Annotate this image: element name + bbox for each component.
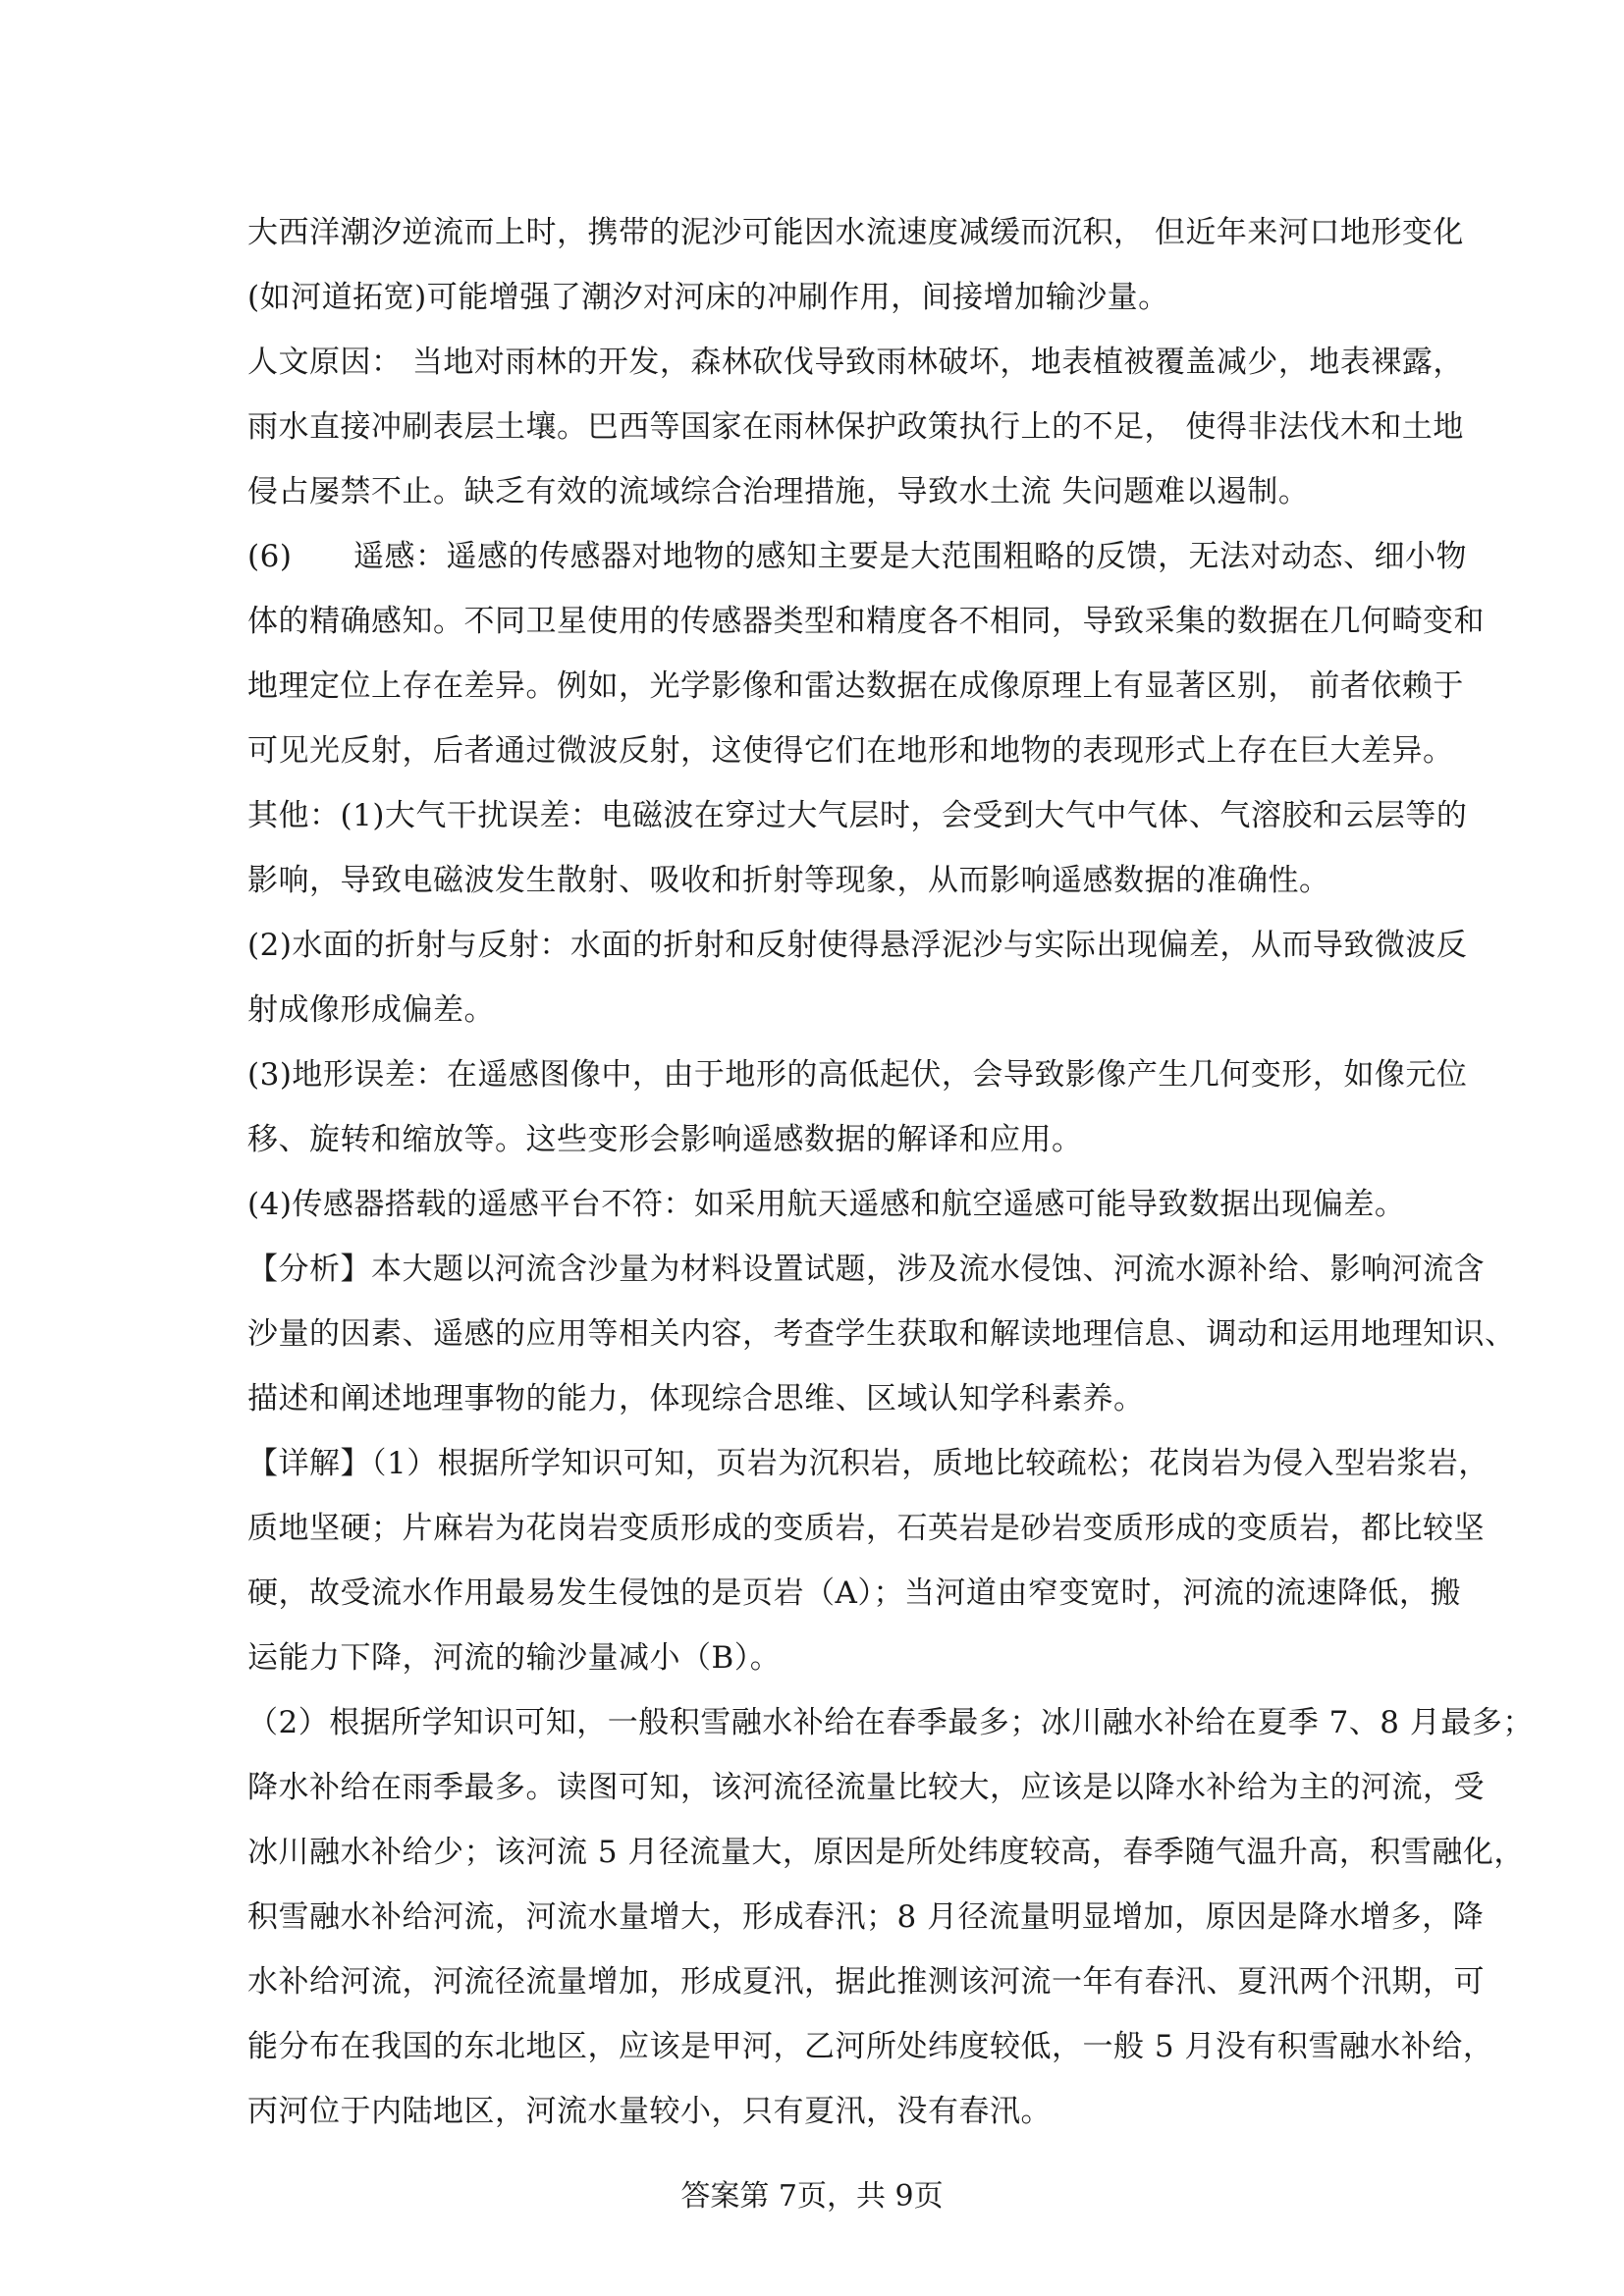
detail-line: 运能力下降，河流的输沙量减小（B）。 [247, 1640, 782, 1676]
text-line: 人文原因： 当地对雨林的开发，森林砍伐导致雨林破坏，地表植被覆盖减少，地表裸露， [247, 345, 1464, 380]
text-line: (4)传感器搭载的遥感平台不符：如采用航天遥感和航空遥感可能导致数据出现偏差。 [247, 1187, 1406, 1222]
detail-line: 丙河位于内陆地区，河流水量较小，只有夏汛，没有春汛。 [247, 2094, 1052, 2129]
text-line: 射成像形成偏差。 [247, 992, 495, 1028]
text-line: 其他：(1)大气干扰误差：电磁波在穿过大气层时，会受到大气中气体、气溶胶和云层等的 [247, 798, 1468, 833]
detail-line: 冰川融水补给少；该河流 5 月径流量大，原因是所处纬度较高，春季随气温升高，积雪融化， [247, 1835, 1525, 1870]
text-line: 侵占屡禁不止。缺乏有效的流域综合治理措施，导致水土流 失问题难以遏制。 [247, 474, 1310, 509]
page-body [247, 200, 1534, 2144]
detail-line: （2）根据所学知识可知，一般积雪融水补给在春季最多；冰川融水补给在夏季 7、8 月最多； [247, 1705, 1534, 1740]
text-line: (3)地形误差：在遥感图像中，由于地形的高低起伏，会导致影像产生几何变形，如像元位 [247, 1057, 1468, 1093]
text-line: 体的精确感知。不同卫星使用的传感器类型和精度各不相同，导致采集的数据在几何畸变和 [247, 604, 1485, 639]
analysis-line: 【分析】本大题以河流含沙量为材料设置试题，涉及流水侵蚀、河流水源补给、影响河流含 [247, 1252, 1485, 1287]
detail-line: 硬，故受流水作用最易发生侵蚀的是页岩（A）；当河道由窄变宽时，河流的流速降低，搬 [247, 1575, 1461, 1611]
text-line: 大西洋潮汐逆流而上时，携带的泥沙可能因水流速度减缓而沉积， 但近年来河口地形变化 [247, 215, 1464, 250]
text-line: 移、旋转和缩放等。这些变形会影响遥感数据的解译和应用。 [247, 1122, 1083, 1157]
detail-line: 【详解】（1）根据所学知识可知，页岩为沉积岩，质地比较疏松；花岗岩为侵入型岩浆岩， [247, 1446, 1489, 1481]
text-line: 雨水直接冲刷表层土壤。巴西等国家在雨林保护政策执行上的不足， 使得非法伐木和土地 [247, 409, 1464, 445]
text-line: (2)水面的折射与反射：水面的折射和反射使得悬浮泥沙与实际出现偏差，从而导致微波反 [247, 928, 1468, 963]
page-footer: 答案第 7页，共 9页 [680, 2179, 944, 2214]
detail-line: 积雪融水补给河流，河流水量增大，形成春汛；8 月径流量明显增加，原因是降水增多，降 [247, 1899, 1485, 1935]
item-6-first-line [247, 524, 1467, 589]
item-number: (6) [247, 539, 293, 574]
analysis-line: 沙量的因素、遥感的应用等相关内容，考查学生获取和解读地理信息、调动和运用地理知识、 [247, 1316, 1516, 1352]
detail-line: 降水补给在雨季最多。读图可知，该河流径流量比较大，应该是以降水补给为主的河流，受 [247, 1770, 1485, 1805]
detail-line: 水补给河流，河流径流量增加，形成夏汛，据此推测该河流一年有春汛、夏汛两个汛期，可 [247, 1964, 1485, 2000]
detail-line: 质地坚硬；片麻岩为花岗岩变质形成的变质岩，石英岩是砂岩变质形成的变质岩，都比较坚 [247, 1511, 1485, 1546]
text-line: 可见光反射，后者通过微波反射，这使得它们在地形和地物的表现形式上存在巨大差异。 [247, 733, 1454, 769]
text-line: 地理定位上存在差异。例如，光学影像和雷达数据在成像原理上有显著区别， 前者依赖于 [247, 668, 1464, 704]
text-line: 影响，导致电磁波发生散射、吸收和折射等现象，从而影响遥感数据的准确性。 [247, 863, 1330, 898]
text-line: (如河道拓宽)可能增强了潮汐对河床的冲刷作用，间接增加输沙量。 [247, 280, 1169, 315]
item-text: 遥感：遥感的传感器对地物的感知主要是大范围粗略的反馈，无法对动态、细小物 [353, 539, 1467, 574]
detail-line: 能分布在我国的东北地区，应该是甲河，乙河所处纬度较低，一般 5 月没有积雪融水补给， [247, 2029, 1494, 2064]
analysis-line: 描述和阐述地理事物的能力，体现综合思维、区域认知学科素养。 [247, 1381, 1145, 1416]
